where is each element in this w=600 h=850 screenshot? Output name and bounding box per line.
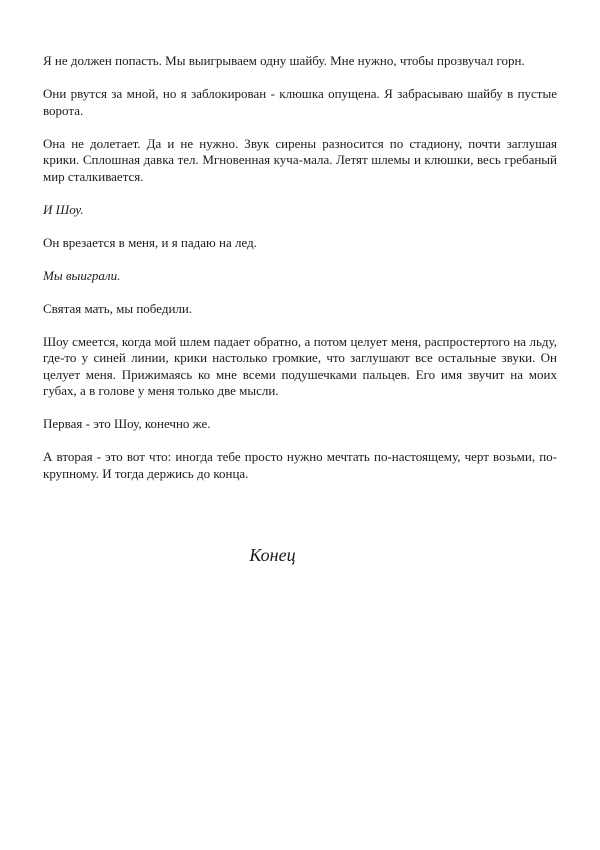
paragraph: Он врезается в меня, и я падаю на лед. (43, 234, 257, 250)
paragraph: А вторая - это вот что: иногда тебе просто нужно мечтать по-настоящему, черт возьми, по-крупному. И тогда держись до конца. (43, 449, 557, 481)
paragraph: Шоу смеется, когда мой шлем падает обратно, а потом целует меня, распростертого на льду, где-то у синей линии, крики настолько громкие, что заглушают все остальные звуки. Он целует меня. Прижимаясь ко мне всеми подушечками пальцев. Его имя звучит на моих губах, а в голове у меня только две мысли. (43, 333, 557, 398)
paragraph: Первая - это Шоу, конечно же. (43, 416, 211, 431)
paragraph-emphasis: И Шоу. (43, 201, 84, 217)
paragraph: Они рвутся за мной, но я заблокирован - клюшка опущена. Я забрасываю шайбу в пустые ворота. (43, 86, 557, 118)
paragraph: Она не долетает. Да и не нужно. Звук сирены разносится по стадиону, почти заглушая крики. Сплошная давка тел. Мгновенная куча-мала. Летят шлемы и клюшки, весь гребаный мир сталкивается. (43, 135, 557, 184)
paragraph-emphasis: Мы выиграли. (43, 267, 121, 283)
paragraph: Я не должен попасть. Мы выигрываем одну шайбу. Мне нужно, чтобы прозвучал горн. (43, 53, 525, 68)
ending-word: Конец (249, 545, 296, 565)
paragraph: Святая мать, мы победили. (43, 300, 193, 316)
